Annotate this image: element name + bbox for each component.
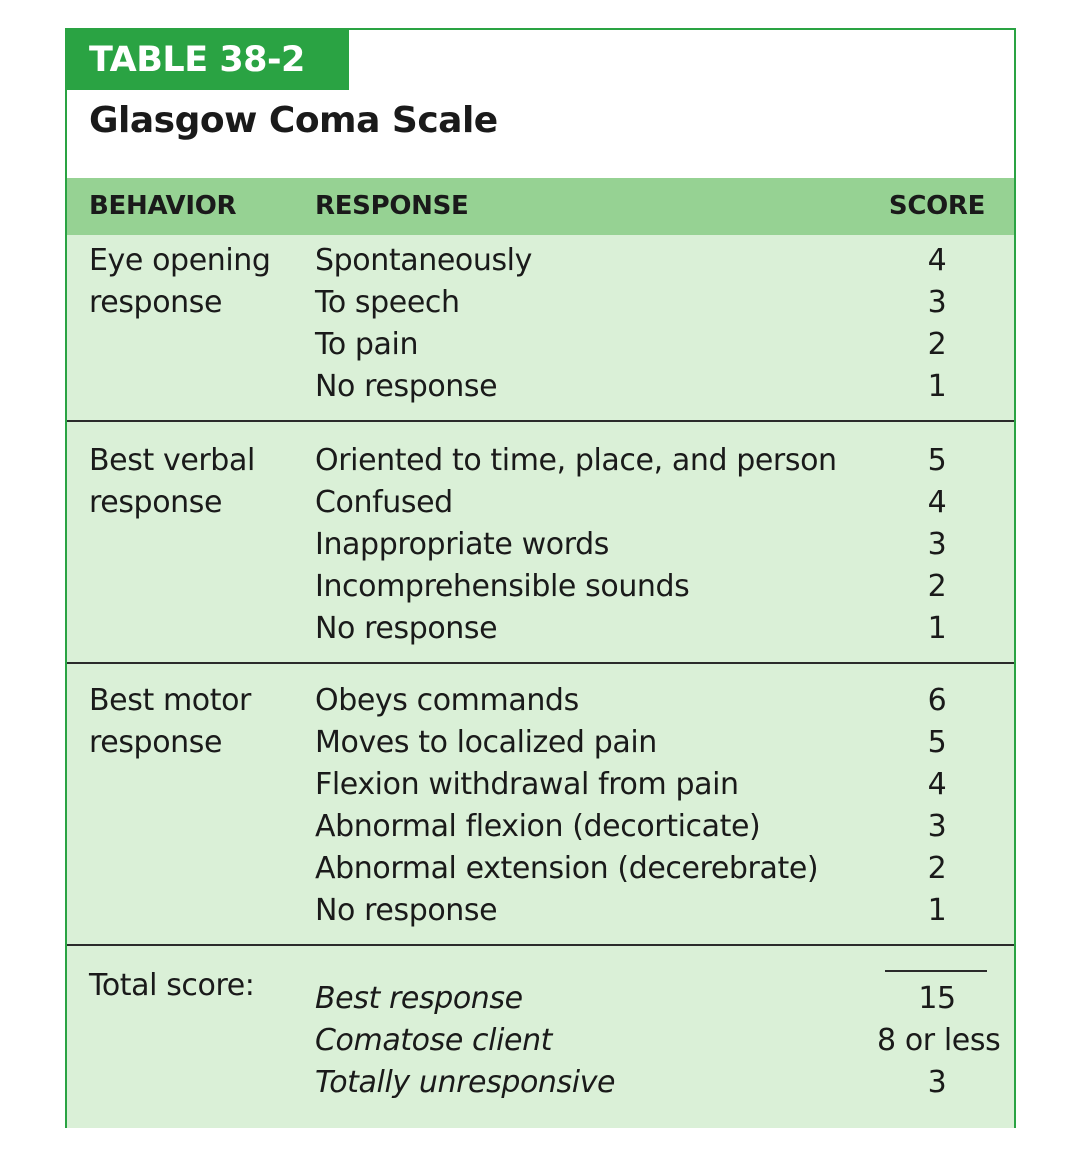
table-number-tag: TABLE 38-2 bbox=[67, 30, 349, 90]
score-cell: 1 bbox=[927, 893, 947, 928]
header-score: SCORE bbox=[888, 191, 986, 221]
score-cell: 4 bbox=[927, 243, 947, 278]
behavior-label bbox=[89, 440, 255, 524]
score-cell: 2 bbox=[927, 327, 947, 362]
behavior-line: response bbox=[89, 285, 223, 320]
total-score-cell: 15 bbox=[918, 981, 956, 1016]
behavior-line: response bbox=[89, 725, 223, 760]
response-cell: Obeys commands bbox=[315, 683, 579, 718]
table-title: Glasgow Coma Scale bbox=[89, 100, 498, 141]
response-cell: No response bbox=[315, 369, 498, 404]
section-divider bbox=[67, 662, 1014, 664]
response-cell: To pain bbox=[315, 327, 419, 362]
score-cell: 5 bbox=[927, 725, 947, 760]
total-response-cell: Best response bbox=[315, 981, 523, 1016]
section-divider bbox=[67, 420, 1014, 422]
score-cell: 6 bbox=[927, 683, 947, 718]
response-cell: Abnormal extension (decerebrate) bbox=[315, 851, 819, 886]
score-cell: 3 bbox=[927, 285, 947, 320]
behavior-line: response bbox=[89, 485, 223, 520]
total-score-cell: 8 or less bbox=[877, 1023, 1001, 1058]
table-header-row bbox=[67, 178, 1014, 235]
response-cell: No response bbox=[315, 611, 498, 646]
score-cell: 2 bbox=[927, 569, 947, 604]
score-blank-rule bbox=[885, 970, 987, 972]
total-response-cell: Totally unresponsive bbox=[315, 1065, 616, 1100]
score-cell: 5 bbox=[927, 443, 947, 478]
response-cell: No response bbox=[315, 893, 498, 928]
score-cell: 1 bbox=[927, 611, 947, 646]
score-cell: 4 bbox=[927, 767, 947, 802]
response-cell: Incomprehensible sounds bbox=[315, 569, 690, 604]
header-behavior: BEHAVIOR bbox=[89, 191, 237, 221]
behavior-label bbox=[89, 680, 251, 764]
behavior-label bbox=[89, 240, 271, 324]
total-response-cell: Comatose client bbox=[315, 1023, 553, 1058]
response-cell: Confused bbox=[315, 485, 453, 520]
response-cell: Moves to localized pain bbox=[315, 725, 657, 760]
response-cell: Oriented to time, place, and person bbox=[315, 443, 837, 478]
response-cell: Abnormal flexion (decorticate) bbox=[315, 809, 761, 844]
response-cell: Spontaneously bbox=[315, 243, 532, 278]
score-cell: 3 bbox=[927, 527, 947, 562]
total-label: Total score: bbox=[89, 968, 255, 1003]
behavior-line: Eye opening bbox=[89, 243, 271, 278]
score-cell: 3 bbox=[927, 809, 947, 844]
behavior-line: Best motor bbox=[89, 683, 251, 718]
score-cell: 1 bbox=[927, 369, 947, 404]
behavior-line: Best verbal bbox=[89, 443, 255, 478]
score-cell: 2 bbox=[927, 851, 947, 886]
section-divider bbox=[67, 944, 1014, 946]
response-cell: To speech bbox=[315, 285, 460, 320]
score-cell: 4 bbox=[927, 485, 947, 520]
total-score-cell: 3 bbox=[927, 1065, 947, 1100]
response-cell: Inappropriate words bbox=[315, 527, 609, 562]
table-frame bbox=[65, 28, 1016, 1128]
response-cell: Flexion withdrawal from pain bbox=[315, 767, 739, 802]
header-response: RESPONSE bbox=[315, 191, 469, 221]
